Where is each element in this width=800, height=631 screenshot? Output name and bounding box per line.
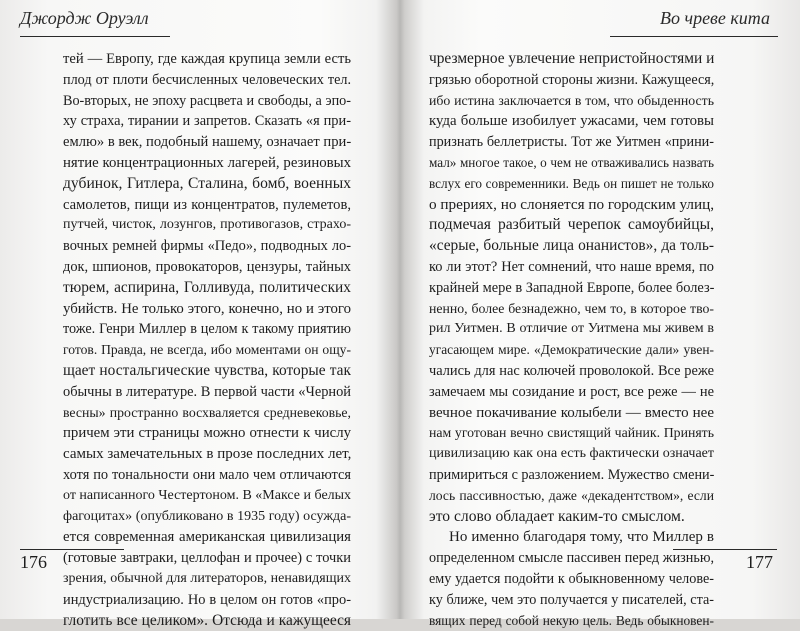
text-line: самых замечательных в прозе последних лет, xyxy=(63,446,352,463)
footer-rule xyxy=(673,549,777,550)
text-line: индустриализацию. Но в целом он готов «про- xyxy=(63,591,351,608)
header-rule xyxy=(610,36,778,37)
text-line: хотя по тональности они мало чем отличаются xyxy=(63,466,351,483)
text-line: дубинок, Гитлера, Сталина, бомб, военных xyxy=(63,174,351,192)
text-line: Во-вторых, не эпоху расцвета и свободы, а эпо- xyxy=(63,92,351,109)
text-line: вслух его современники. Ведь он пишет не только xyxy=(429,175,714,191)
text-line: ибо истина заключается в том, что обыденность xyxy=(429,92,714,108)
text-line: «серые, больные лица онанистов», да толь- xyxy=(429,237,714,255)
header-rule xyxy=(20,36,170,37)
text-line: самолетов, пищи из концентратов, пулеметов, xyxy=(63,196,351,213)
text-line: рил Уитмен. В отличие от Уитмена мы живем в xyxy=(429,321,714,337)
text-line: от написанного Честертоном. В «Максе и белых xyxy=(63,487,352,503)
text-line: нам уготован вечно свистящий чайник. Принять xyxy=(429,425,714,441)
body-text xyxy=(63,49,351,631)
text-line: Но именно благодаря тому, что Миллер в xyxy=(449,529,714,546)
text-line: куда больше изобилует ужасами, чем готовы xyxy=(429,113,714,130)
text-line: весны» пространно восхваляется средневековье, xyxy=(63,404,351,420)
text-line: причем эти страницы можно отнести к числу xyxy=(63,425,351,442)
text-line: ку ближе, чем это получается у писателей, ста- xyxy=(429,591,714,608)
page-number: 177 xyxy=(746,552,773,572)
text-line: грязью оборотной стороны жизни. Кажущееся, xyxy=(429,71,715,88)
text-line: тоже. Генри Миллер в целом к такому приятию xyxy=(63,321,351,338)
text-line: подмечая разбитый черепок самоубийцы, xyxy=(429,216,714,234)
text-line: путчей, чисток, лозунгов, противогазов, страхо- xyxy=(63,217,351,233)
text-line: замечаем мы созидание и рост, все реже — не xyxy=(429,383,714,400)
text-line: док, шпионов, провокаторов, цензуры, тайных xyxy=(63,258,351,275)
text-line: примириться с разложением. Мужество смени- xyxy=(429,466,715,483)
text-line: зрения, обычной для литераторов, ненавидящих xyxy=(63,570,351,586)
text-line: нятие концентрационных лагерей, резиновых xyxy=(63,154,351,171)
text-line: ко ли этот? Нет сомнений, что наше время, по xyxy=(429,258,714,275)
text-line: плод от плоти бесчисленных человеческих тел. xyxy=(63,71,351,88)
text-line: (готовые завтраки, целлофан и прочее) с точки xyxy=(63,550,351,567)
text-line: ется современная американская цивилизация xyxy=(63,529,351,546)
text-line: вящих перед собой некую цель. Ведь обыкновен- xyxy=(429,612,714,628)
text-line: тей — Европу, где каждая крупица земли есть xyxy=(63,51,351,67)
right-page xyxy=(402,0,800,628)
text-line: ху страха, тирании и запретов. Сказать «я при- xyxy=(63,113,351,130)
text-line: цивилизацию как она есть фактически означает xyxy=(429,446,714,462)
text-line: чались для нас колючей проволокой. Все реже xyxy=(429,362,714,379)
text-line: вечное покачивание колыбели — вместо нее xyxy=(429,404,714,421)
text-line: признать беллетристы. Тот же Уитмен «прини- xyxy=(429,134,714,151)
left-page xyxy=(0,0,398,629)
text-line: ненно, более безнадежно, чем то, в которое тво- xyxy=(429,300,714,316)
text-line: емлю» в век, подобный нашему, означает при- xyxy=(63,134,352,151)
text-line: крайней мере в Западной Европе, более болез- xyxy=(429,279,715,296)
text-line: мал» многое такое, о чем не отваживались назвать xyxy=(429,154,714,170)
text-line: убийств. Не только этого, конечно, но и этого xyxy=(63,300,351,317)
text-line: тюрем, аспирина, Голливуда, политических xyxy=(63,278,351,296)
footer-rule xyxy=(20,549,124,550)
text-line: о прериях, но слоняется по городским улиц, xyxy=(429,195,715,213)
running-head-author: Джордж Оруэлл xyxy=(20,8,149,28)
text-line: фагоцитах» (опубликовано в 1935 году) осужда- xyxy=(63,508,351,524)
text-line: обычны в литературе. В первой части «Черной xyxy=(63,383,351,400)
text-line: щает ностальгические чувства, которые так xyxy=(63,361,351,379)
text-line: глотить все целиком». Отсюда и кажущееся xyxy=(63,611,351,629)
text-line: это слово обладает каким-то смыслом. xyxy=(429,507,685,525)
text-line: вочных ремней фирмы «Педо», подводных ло- xyxy=(63,238,351,255)
text-line: определенном смысле пассивен перед жизнью, xyxy=(429,550,714,567)
text-line: готов. Правда, не всегда, ибо моментами он ощу- xyxy=(63,342,351,358)
running-head-title: Во чреве кита xyxy=(659,8,770,28)
text-line: чрезмерное увлечение непристойностями и xyxy=(429,50,715,67)
text-line: ему удается подойти к обыкновенному челове- xyxy=(429,570,714,587)
page-number: 176 xyxy=(20,552,47,572)
text-line: угасающем мире. «Демократические дали» увен- xyxy=(429,342,714,358)
body-text xyxy=(429,49,714,631)
text-line: лось пассивностью, даже «декадентством», если xyxy=(429,487,714,503)
